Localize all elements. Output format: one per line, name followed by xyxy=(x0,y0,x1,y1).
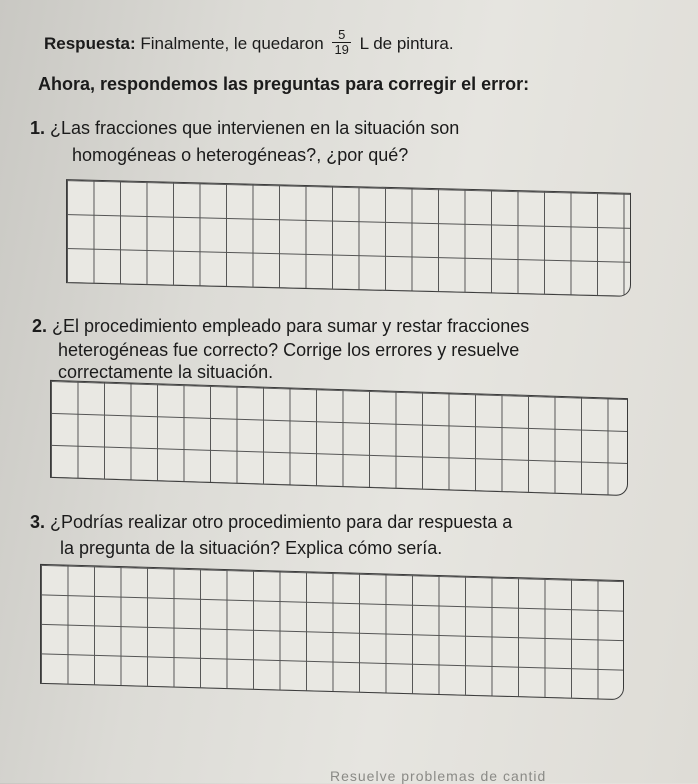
question-1-number: 1. xyxy=(30,118,46,138)
question-2-number: 2. xyxy=(32,316,48,336)
answer-line xyxy=(44,27,454,59)
question-3-line-1 xyxy=(30,512,512,533)
fraction-numerator: 5 xyxy=(332,28,350,43)
answer-label: Respuesta: xyxy=(44,33,136,53)
answer-grid-2[interactable] xyxy=(50,380,628,496)
answer-grid-3[interactable] xyxy=(40,564,624,700)
question-1-line-1 xyxy=(30,118,459,139)
answer-text-before: Finalmente, le quedaron xyxy=(140,33,324,53)
footer-text: Resuelve problemas de cantid xyxy=(330,768,547,784)
question-1-text-1: ¿Las fracciones que intervienen en la situación son xyxy=(50,118,460,138)
question-2-line-3: correctamente la situación. xyxy=(58,362,274,382)
question-3-line-2: la pregunta de la situación? Explica cómo sería. xyxy=(60,538,443,558)
question-3-text-1: ¿Podrías realizar otro procedimiento para dar respuesta a xyxy=(50,512,513,532)
fraction-denominator: 19 xyxy=(334,42,349,57)
question-3-number: 3. xyxy=(30,512,46,532)
question-2-line-1 xyxy=(32,316,529,337)
fraction xyxy=(332,28,350,57)
question-2-text-1: ¿El procedimiento empleado para sumar y restar fracciones xyxy=(52,316,530,336)
answer-text-after: L de pintura. xyxy=(359,33,454,53)
question-2-line-2: heterogéneas fue correcto? Corrige los errores y resuelve xyxy=(58,340,520,360)
intro-heading: Ahora, respondemos las preguntas para corregir el error: xyxy=(38,74,530,94)
question-1-line-2: homogéneas o heterogéneas?, ¿por qué? xyxy=(72,145,409,165)
answer-grid-1[interactable] xyxy=(66,179,631,297)
